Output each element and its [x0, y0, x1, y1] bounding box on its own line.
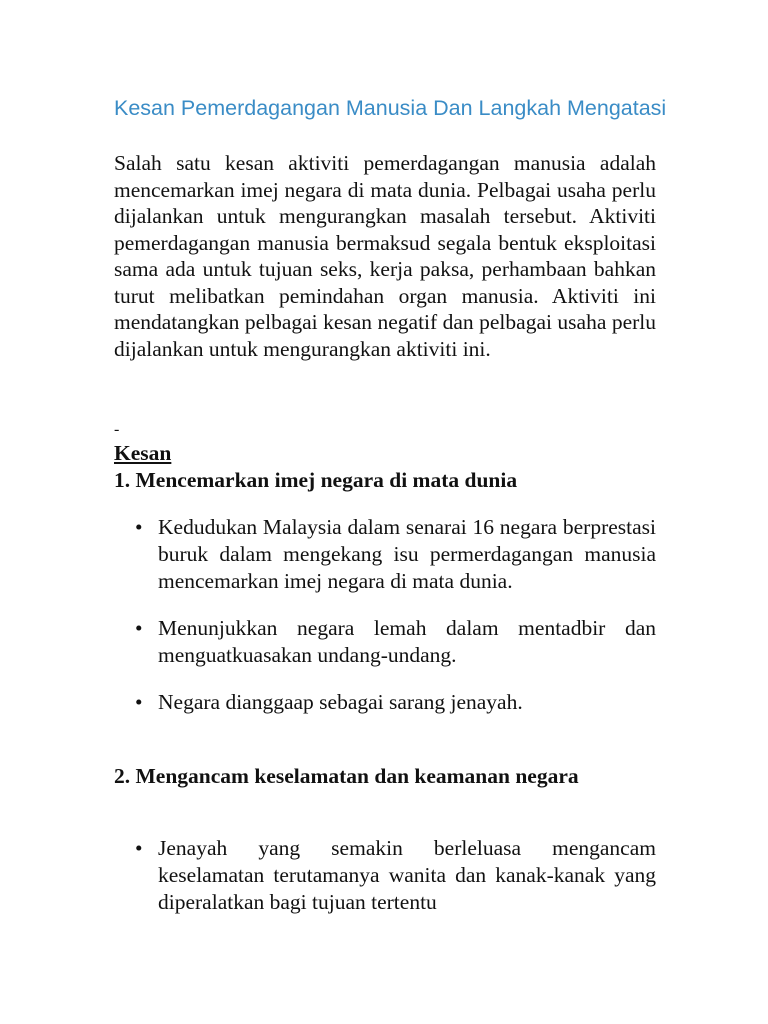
kesan-heading: Kesan	[114, 441, 172, 465]
section-1-bullet-list	[114, 514, 656, 736]
bullet-text: Jenayah yang semakin berleluasa mengancam keselamatan terutamanya wanita dan kanak-kanak yang diperalatkan bagi tujuan tertentu	[158, 836, 656, 914]
list-item	[114, 689, 656, 716]
list-item	[114, 514, 656, 595]
bullet-dot: •	[135, 836, 143, 860]
bullet-text: Menunjukkan negara lemah dalam mentadbir dan menguatkuasakan undang-undang.	[158, 616, 656, 667]
bullet-dot: •	[135, 690, 143, 714]
section-heading-1: 1. Mencemarkan imej negara di mata dunia	[114, 468, 518, 492]
bullet-text: Negara dianggaap sebagai sarang jenayah.	[158, 690, 523, 714]
list-item	[114, 835, 656, 916]
section-heading-2: 2. Mengancam keselamatan dan keamanan negara	[114, 764, 579, 788]
bullet-dot: •	[135, 515, 143, 539]
bullet-text: Kedudukan Malaysia dalam senarai 16 negara berprestasi buruk dalam mengekang isu permerdagangan manusia mencemarkan imej negara di mata dunia.	[158, 515, 656, 593]
list-item	[114, 615, 656, 669]
intro-paragraph: Salah satu kesan aktiviti pemerdagangan manusia adalah mencemarkan imej negara di mata dunia. Pelbagai usaha perlu dijalankan untuk mengurangkan masalah tersebut. Aktiviti pemerdagangan manusia bermaksud segala bentuk eksploitasi sama ada untuk tujuan seks, kerja paksa, perhambaan bahkan turut melibatkan pemindahan organ manusia. Aktiviti ini mendatangkan pelbagai kesan negatif dan pelbagai usaha perlu dijalankan untuk mengurangkan aktiviti ini.	[114, 151, 656, 361]
dash-marker: -	[114, 421, 120, 438]
document-title: Kesan Pemerdagangan Manusia Dan Langkah Mengatasi	[114, 96, 667, 120]
bullet-dot: •	[135, 616, 143, 640]
section-2-bullet-list	[114, 835, 656, 936]
